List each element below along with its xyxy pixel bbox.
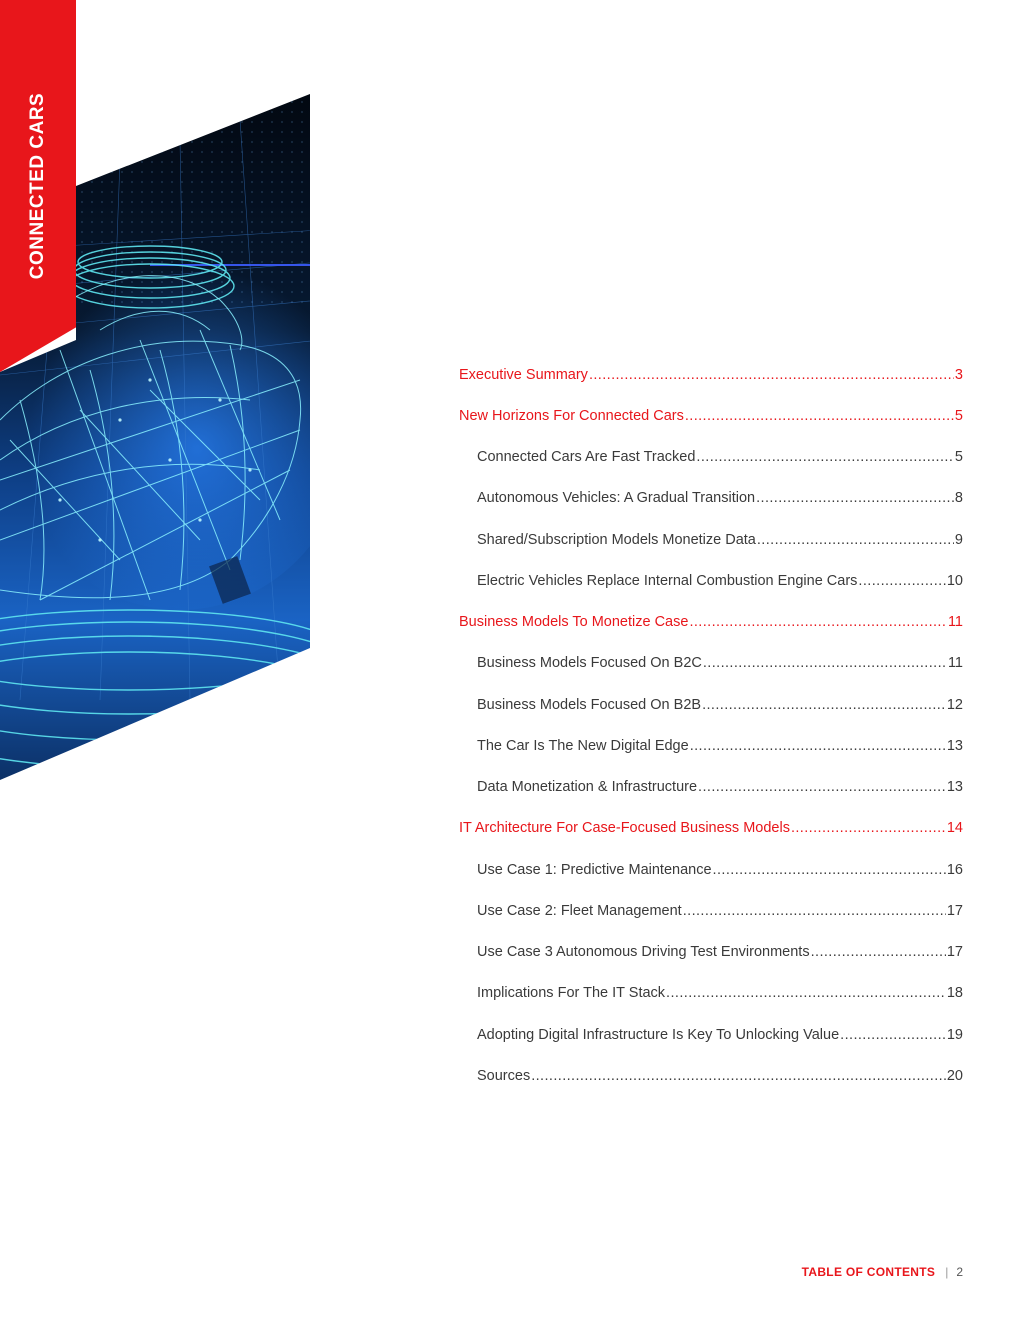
toc-entry[interactable]	[459, 406, 963, 426]
toc-entry-page-number: 13	[946, 738, 963, 754]
toc-entry-page-number: 5	[954, 408, 963, 424]
toc-entry-page-number: 18	[946, 985, 963, 1001]
toc-entry-page-number: 13	[946, 779, 963, 795]
toc-entry-page-number: 3	[954, 367, 963, 383]
toc-entry[interactable]	[477, 860, 963, 880]
toc-entry[interactable]	[459, 612, 963, 632]
toc-entry-label: Executive Summary	[459, 367, 588, 383]
toc-entry-page-number: 17	[946, 903, 963, 919]
toc-dot-leader	[756, 488, 954, 508]
toc-entry[interactable]	[459, 365, 963, 385]
toc-dot-leader	[713, 860, 946, 880]
toc-dot-leader	[696, 447, 954, 467]
toc-entry-page-number: 12	[946, 697, 963, 713]
footer-page-number: 2	[956, 1265, 963, 1279]
side-title: CONNECTED CARS	[27, 92, 48, 280]
footer-separator: |	[945, 1265, 949, 1279]
toc-entry-page-number: 20	[946, 1068, 963, 1084]
toc-dot-leader	[666, 983, 946, 1003]
toc-dot-leader	[811, 942, 946, 962]
toc-entry-page-number: 8	[954, 490, 963, 506]
toc-entry-label: Autonomous Vehicles: A Gradual Transition	[477, 490, 756, 506]
toc-dot-leader	[702, 695, 946, 715]
toc-entry-label: Connected Cars Are Fast Tracked	[477, 449, 696, 465]
toc-entry[interactable]	[477, 653, 963, 673]
toc-entry-label: Business Models To Monetize Case	[459, 614, 689, 630]
toc-entry-label: Business Models Focused On B2B	[477, 697, 702, 713]
toc-entry-label: Adopting Digital Infrastructure Is Key To Unlocking Value	[477, 1027, 840, 1043]
toc-entry-label: Use Case 3 Autonomous Driving Test Environments	[477, 944, 810, 960]
toc-dot-leader	[791, 818, 946, 838]
toc-entry[interactable]	[477, 695, 963, 715]
toc-entry[interactable]	[477, 1025, 963, 1045]
toc-entry-label: Use Case 1: Predictive Maintenance	[477, 862, 712, 878]
toc-entry-page-number: 5	[954, 449, 963, 465]
toc-entry[interactable]	[477, 983, 963, 1003]
toc-dot-leader	[690, 736, 946, 756]
toc-dot-leader	[589, 365, 954, 385]
toc-entry-page-number: 16	[946, 862, 963, 878]
toc-entry-page-number: 9	[954, 532, 963, 548]
toc-entry-label: Sources	[477, 1068, 531, 1084]
toc-entry-page-number: 11	[947, 614, 963, 630]
toc-dot-leader	[840, 1025, 946, 1045]
toc-entry-page-number: 14	[946, 820, 963, 836]
page-footer	[802, 1265, 963, 1279]
toc-entry[interactable]	[477, 942, 963, 962]
toc-entry[interactable]	[477, 571, 963, 591]
toc-entry-page-number: 17	[946, 944, 963, 960]
toc-dot-leader	[689, 612, 947, 632]
toc-entry[interactable]	[477, 777, 963, 797]
toc-entry-label: IT Architecture For Case-Focused Business Models	[459, 820, 790, 836]
toc-entry[interactable]	[477, 530, 963, 550]
toc-entry-label: Data Monetization & Infrastructure	[477, 779, 698, 795]
toc-entry[interactable]	[477, 736, 963, 756]
toc-entry-label: Electric Vehicles Replace Internal Combustion Engine Cars	[477, 573, 858, 589]
toc-dot-leader	[703, 653, 947, 673]
toc-dot-leader	[683, 901, 946, 921]
toc-entry-page-number: 11	[947, 655, 963, 671]
toc-entry-page-number: 19	[946, 1027, 963, 1043]
footer-section-label: TABLE OF CONTENTS	[801, 1265, 936, 1279]
toc-dot-leader	[698, 777, 946, 797]
toc-entry[interactable]	[477, 901, 963, 921]
toc-dot-leader	[757, 530, 954, 550]
toc-entry-label: The Car Is The New Digital Edge	[477, 738, 689, 754]
toc-entry-label: New Horizons For Connected Cars	[459, 408, 684, 424]
toc-dot-leader	[531, 1066, 946, 1086]
toc-entry[interactable]	[459, 818, 963, 838]
toc-entry-label: Business Models Focused On B2C	[477, 655, 702, 671]
toc-entry-label: Use Case 2: Fleet Management	[477, 903, 682, 919]
toc-entry[interactable]	[477, 447, 963, 467]
toc-dot-leader	[685, 406, 954, 426]
toc-entry[interactable]	[477, 488, 963, 508]
toc-dot-leader	[858, 571, 945, 591]
toc-entry-label: Shared/Subscription Models Monetize Data	[477, 532, 756, 548]
toc-entry[interactable]	[477, 1066, 963, 1086]
toc-entry-label: Implications For The IT Stack	[477, 985, 666, 1001]
toc-entry-page-number: 10	[946, 573, 963, 589]
